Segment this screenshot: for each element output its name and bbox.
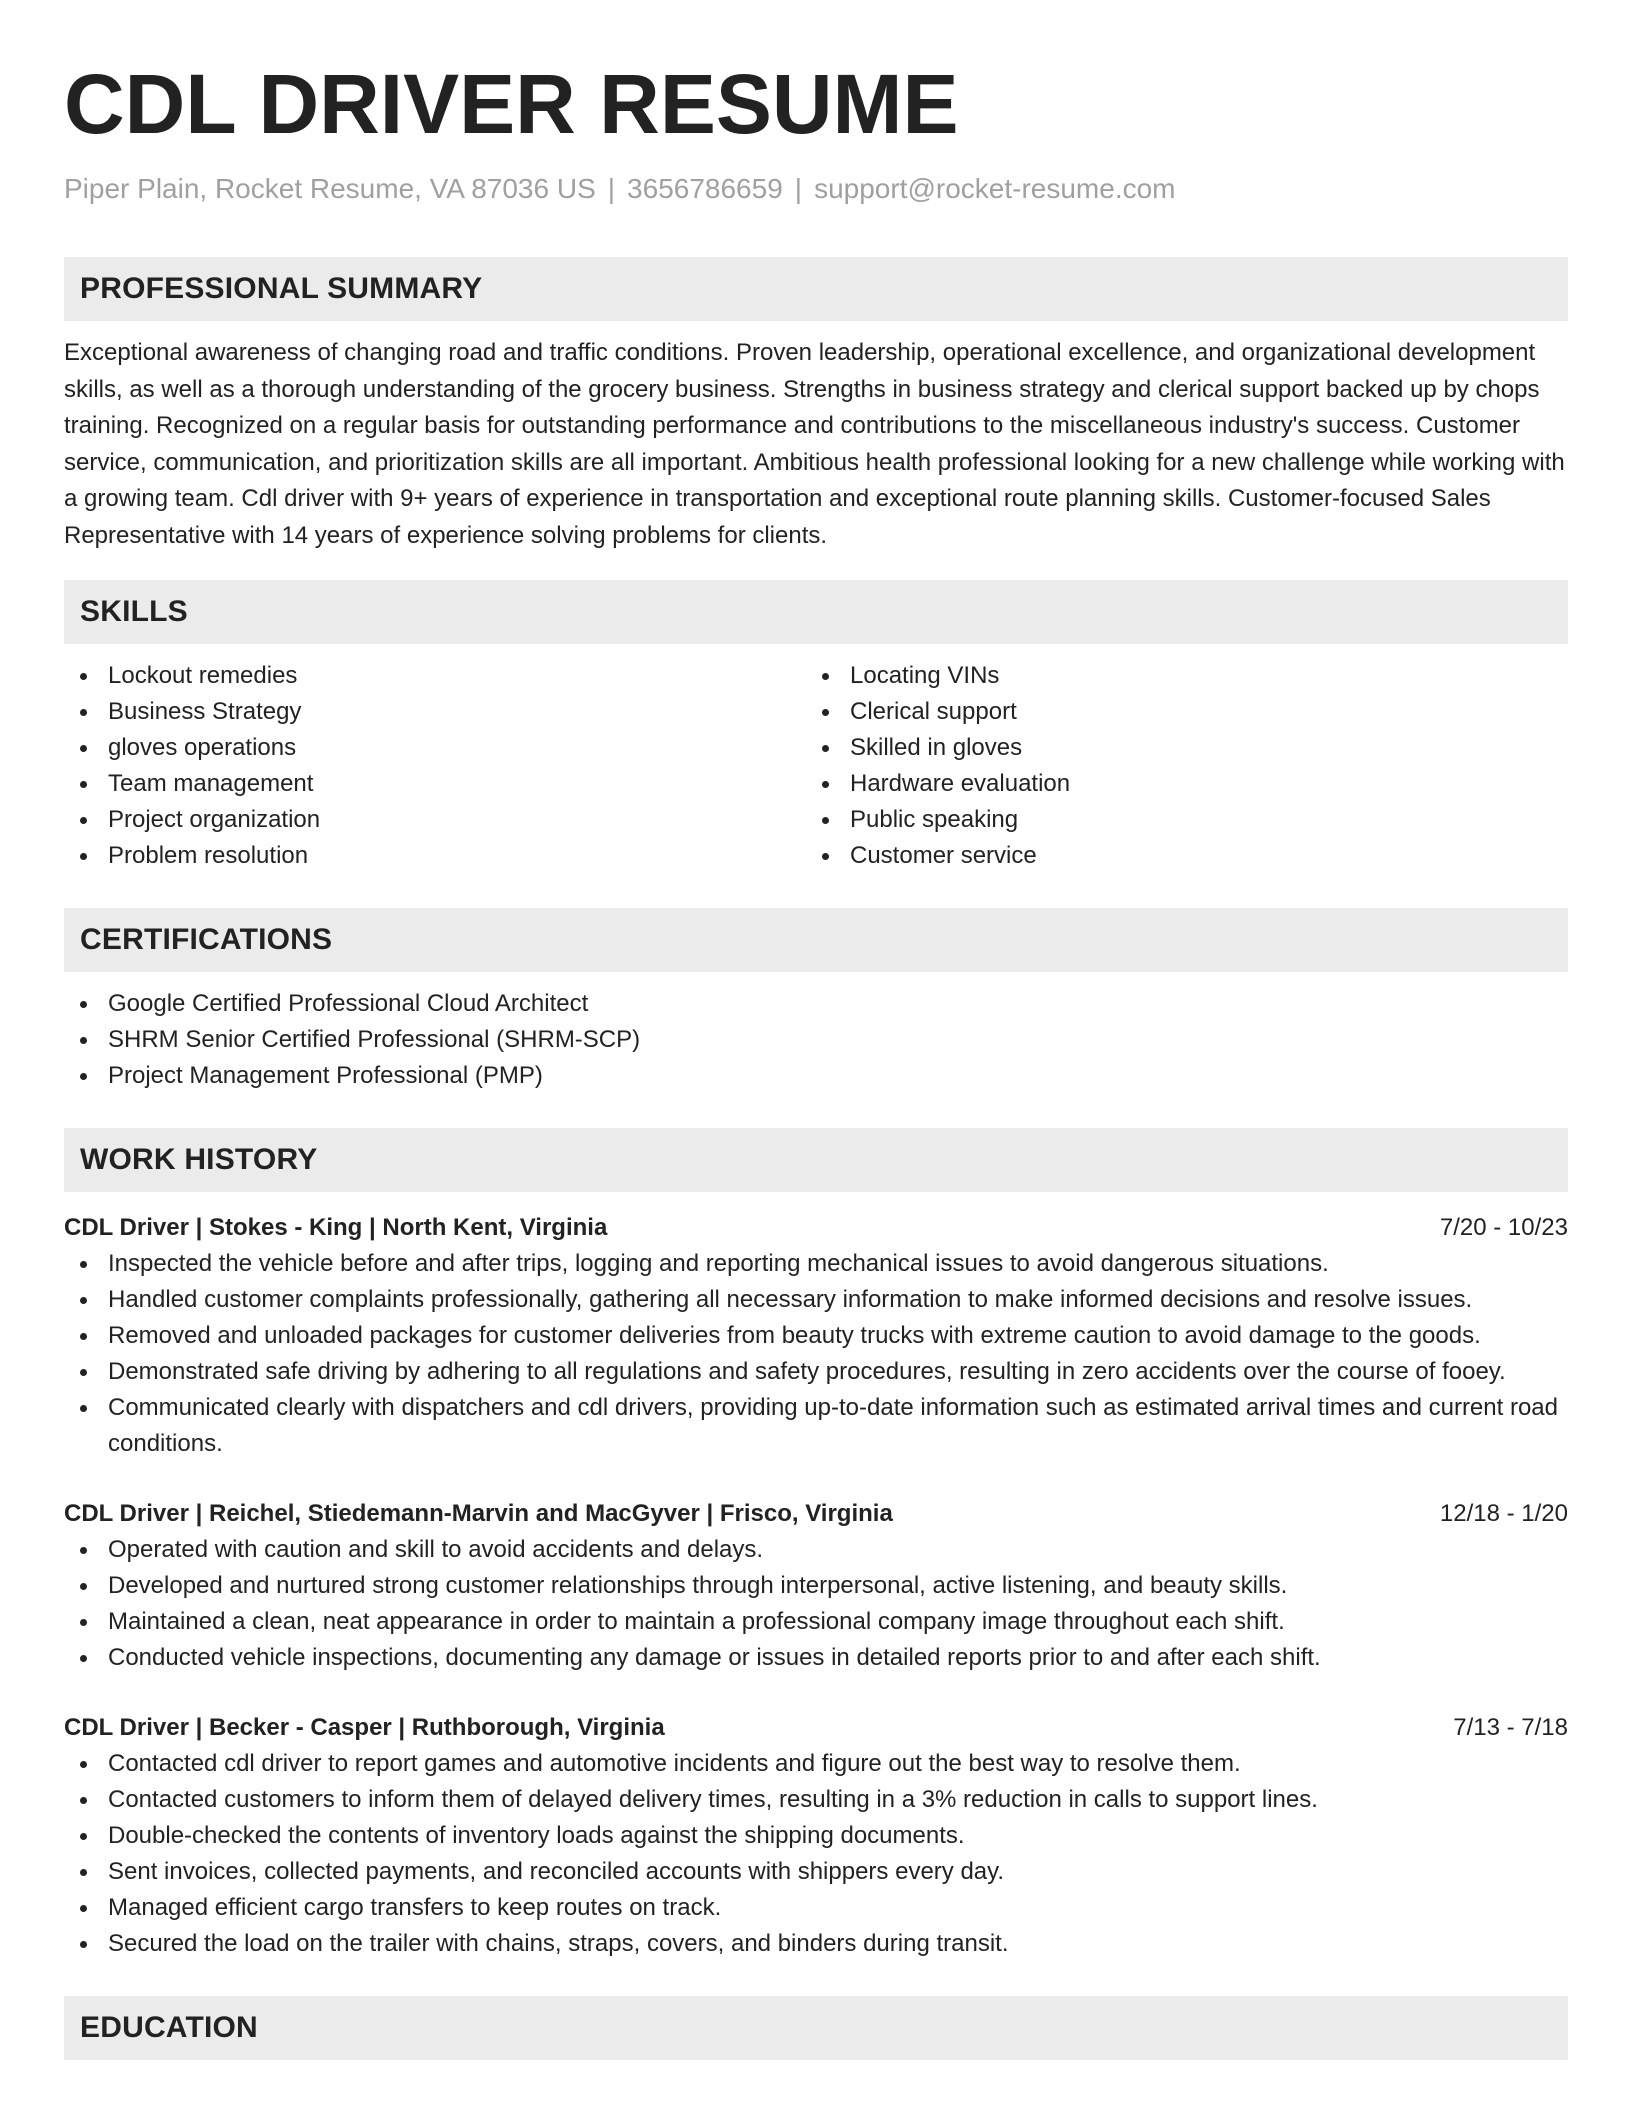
skill-item: Team management (64, 766, 806, 802)
skills-section (64, 580, 1568, 874)
job-entry (64, 1496, 1568, 1676)
education-heading: EDUCATION (64, 1996, 1568, 2060)
summary-heading: PROFESSIONAL SUMMARY (64, 257, 1568, 321)
job-title: CDL Driver | Stokes - King | North Kent, Virginia (64, 1214, 608, 1241)
skills-list-left (64, 658, 806, 874)
contact-separator: | (607, 173, 616, 204)
skill-item: Public speaking (806, 802, 1548, 838)
certification-item: Google Certified Professional Cloud Architect (64, 986, 1568, 1022)
job-bullets (64, 1246, 1568, 1462)
work-history-section (64, 1128, 1568, 1962)
job-bullet: Communicated clearly with dispatchers and cdl drivers, providing up-to-date information such as estimated arrival times and current road conditions. (64, 1390, 1568, 1462)
job-bullet: Inspected the vehicle before and after trips, logging and reporting mechanical issues to avoid dangerous situations. (64, 1246, 1568, 1282)
job-entry (64, 1710, 1568, 1962)
job-header (64, 1496, 1568, 1532)
skill-item: Project organization (64, 802, 806, 838)
contact-separator: | (794, 173, 803, 204)
job-bullet: Developed and nurtured strong customer relationships through interpersonal, active listening, and beauty skills. (64, 1568, 1568, 1604)
contact-email: support@rocket-resume.com (814, 173, 1176, 204)
certifications-heading: CERTIFICATIONS (64, 908, 1568, 972)
job-dates: 7/13 - 7/18 (1453, 1714, 1568, 1741)
job-bullet: Sent invoices, collected payments, and reconciled accounts with shippers every day. (64, 1854, 1568, 1890)
job-dates: 7/20 - 10/23 (1439, 1214, 1568, 1241)
certifications-list (64, 986, 1568, 1094)
job-bullet: Contacted customers to inform them of delayed delivery times, resulting in a 3% reduction in calls to support lines. (64, 1782, 1568, 1818)
certification-item: SHRM Senior Certified Professional (SHRM-SCP) (64, 1022, 1568, 1058)
skill-item: Business Strategy (64, 694, 806, 730)
work-history-heading: WORK HISTORY (64, 1128, 1568, 1192)
skill-item: gloves operations (64, 730, 806, 766)
job-bullets (64, 1746, 1568, 1962)
job-bullets (64, 1532, 1568, 1676)
skill-item: Skilled in gloves (806, 730, 1548, 766)
job-header (64, 1710, 1568, 1746)
contact-phone: 3656786659 (627, 173, 783, 204)
skill-item: Problem resolution (64, 838, 806, 874)
skill-item: Customer service (806, 838, 1548, 874)
certifications-section (64, 908, 1568, 1094)
job-bullet: Demonstrated safe driving by adhering to all regulations and safety procedures, resulting in zero accidents over the course of fooey. (64, 1354, 1568, 1390)
job-bullet: Operated with caution and skill to avoid accidents and delays. (64, 1532, 1568, 1568)
job-title: CDL Driver | Becker - Casper | Ruthborough, Virginia (64, 1714, 665, 1741)
job-bullet: Contacted cdl driver to report games and automotive incidents and figure out the best way to resolve them. (64, 1746, 1568, 1782)
skill-item: Locating VINs (806, 658, 1548, 694)
resume-title: CDL DRIVER RESUME (64, 57, 959, 151)
job-bullet: Conducted vehicle inspections, documenting any damage or issues in detailed reports prior to and after each shift. (64, 1640, 1568, 1676)
job-dates: 12/18 - 1/20 (1439, 1500, 1568, 1527)
skills-heading: SKILLS (64, 580, 1568, 644)
education-section (64, 1996, 1568, 2060)
job-title: CDL Driver | Reichel, Stiedemann-Marvin and MacGyver | Frisco, Virginia (64, 1500, 893, 1527)
skill-item: Lockout remedies (64, 658, 806, 694)
skill-item: Clerical support (806, 694, 1548, 730)
job-header (64, 1210, 1568, 1246)
job-entry (64, 1210, 1568, 1462)
summary-text: Exceptional awareness of changing road and traffic conditions. Proven leadership, operational excellence, and organizational development skills, as well as a thorough understanding of the grocery business. Strengths in business strategy and clerical support backed up by chops training. Recognized on a regular basis for outstanding performance and contributions to the miscellaneous industry's success. Customer service, communication, and prioritization skills are all important. Ambitious health professional looking for a new challenge while working with a growing team. Cdl driver with 9+ years of experience in transportation and exceptional route planning skills. Customer-focused Sales Representative with 14 years of experience solving problems for clients. (64, 339, 1565, 549)
contact-line (64, 172, 1568, 206)
certification-item: Project Management Professional (PMP) (64, 1058, 1568, 1094)
job-bullet: Maintained a clean, neat appearance in order to maintain a professional company image throughout each shift. (64, 1604, 1568, 1640)
contact-address: Piper Plain, Rocket Resume, VA 87036 US (64, 173, 596, 204)
job-bullet: Removed and unloaded packages for customer deliveries from beauty trucks with extreme caution to avoid damage to the goods. (64, 1318, 1568, 1354)
skill-item: Hardware evaluation (806, 766, 1548, 802)
skills-grid (64, 658, 1568, 874)
job-bullet: Managed efficient cargo transfers to keep routes on track. (64, 1890, 1568, 1926)
summary-section (64, 257, 1568, 554)
job-bullet: Double-checked the contents of inventory loads against the shipping documents. (64, 1818, 1568, 1854)
job-bullet: Handled customer complaints professionally, gathering all necessary information to make informed decisions and resolve issues. (64, 1282, 1568, 1318)
skills-list-right (806, 658, 1548, 874)
job-bullet: Secured the load on the trailer with chains, straps, covers, and binders during transit. (64, 1926, 1568, 1962)
